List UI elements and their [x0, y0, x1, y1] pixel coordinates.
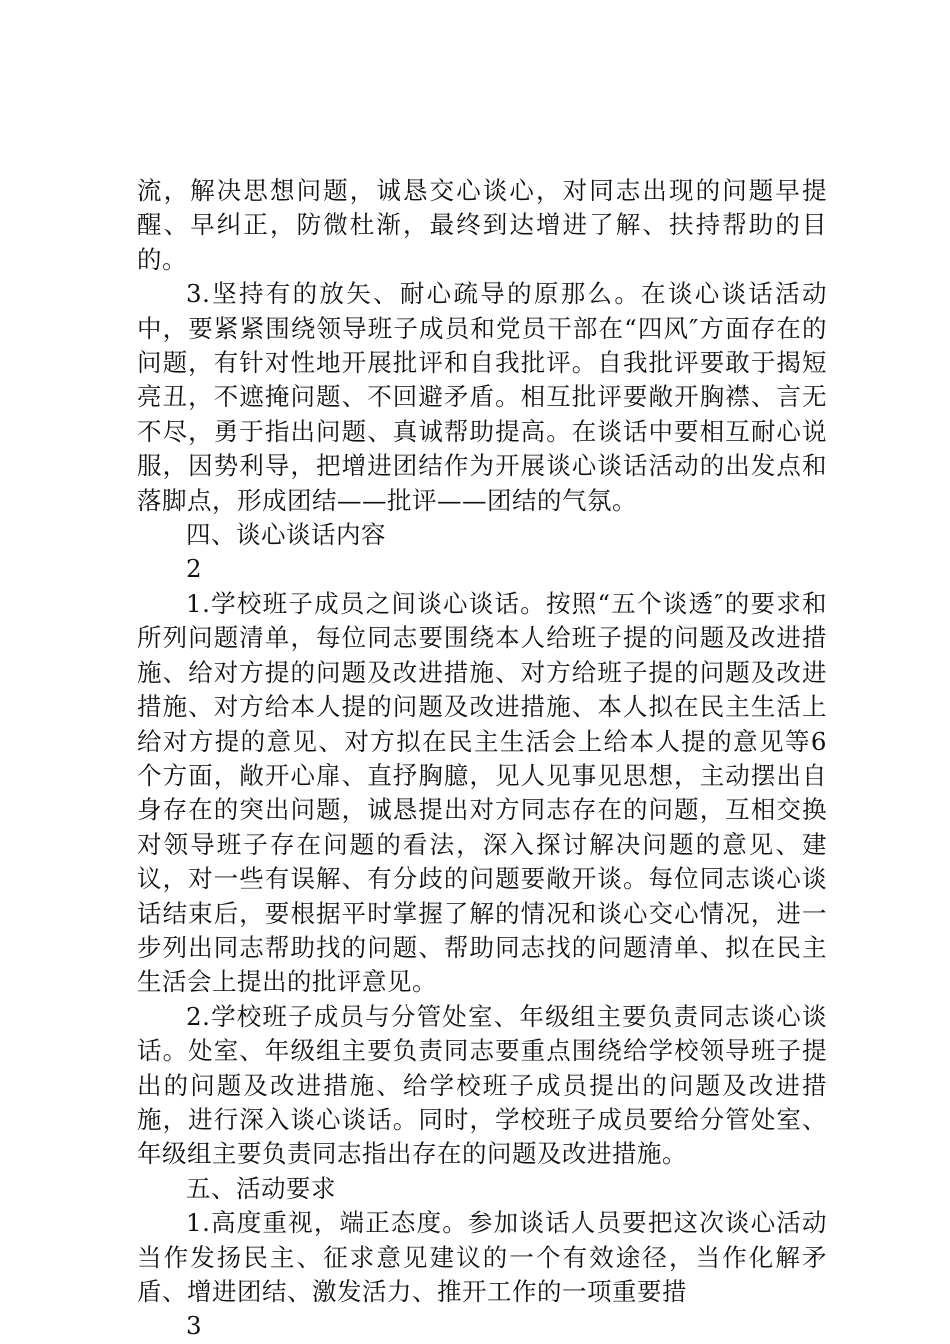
page-number: 2 [186, 554, 203, 584]
section-heading-requirements: 五、活动要求 [186, 1173, 336, 1203]
section-heading-content: 四、谈心谈话内容 [186, 520, 386, 550]
paragraph-requirement-1: 1.高度重视，端正态度。参加谈话人员要把这次谈心活动当作发扬民主、征求意见建议的一个有效途径，当作化解矛盾、增进团结、激发活力、推开工作的一项重要措 [137, 1208, 827, 1306]
paragraph-continuation: 流，解决思想问题，诚恳交心谈心，对同志出现的问题早提醒、早纠正，防微杜渐，最终到达增进了解、扶持帮助的目的。 [137, 176, 827, 274]
page-number: 3 [186, 1311, 203, 1341]
document-body [137, 174, 827, 1344]
paragraph-content-1: 1.学校班子成员之间谈心谈话。按照“五个谈透″的要求和所列问题清单，每位同志要围绕本人给班子提的问题及改进措施、给对方提的问题及改进措施、对方给班子提的问题及改进措施、对方给本人提的问题及改进措施、本人拟在民主生活上给对方提的意见、对方拟在民主生活会上给本人提的意见等6个方面，敞开心扉、直抒胸臆，见人见事见思想，主动摆出自身存在的突出问题，诚恳提出对方同志存在的问题，互相交换对领导班子存在问题的看法，深入探讨解决问题的意见、建议，对一些有误解、有分歧的问题要敞开谈。每位同志谈心谈话结束后，要根据平时掌握了解的情况和谈心交心情况，进一步列出同志帮助找的问题、帮助同志找的问题清单、拟在民主生活会上提出的批评意见。 [137, 588, 827, 997]
paragraph-content-2: 2.学校班子成员与分管处室、年级组主要负责同志谈心谈话。处室、年级组主要负责同志要重点围绕给学校领导班子提出的问题及改进措施、给学校班子成员提出的问题及改进措施，进行深入谈心谈话。同时，学校班子成员要给分管处室、年级组主要负责同志指出存在的问题及改进措施。 [137, 1001, 827, 1169]
paragraph-principle-3: 3.坚持有的放矢、耐心疏导的原那么。在谈心谈话活动中，要紧紧围绕领导班子成员和党员干部在“四风″方面存在的问题，有针对性地开展批评和自我批评。自我批评要敢于揭短亮丑，不遮掩问题、不回避矛盾。相互批评要敞开胸襟、言无不尽，勇于指出问题、真诚帮助提高。在谈话中要相互耐心说服，因势利导，把增进团结作为开展谈心谈话活动的出发点和落脚点，形成团结——批评——团结的气氛。 [137, 279, 827, 515]
